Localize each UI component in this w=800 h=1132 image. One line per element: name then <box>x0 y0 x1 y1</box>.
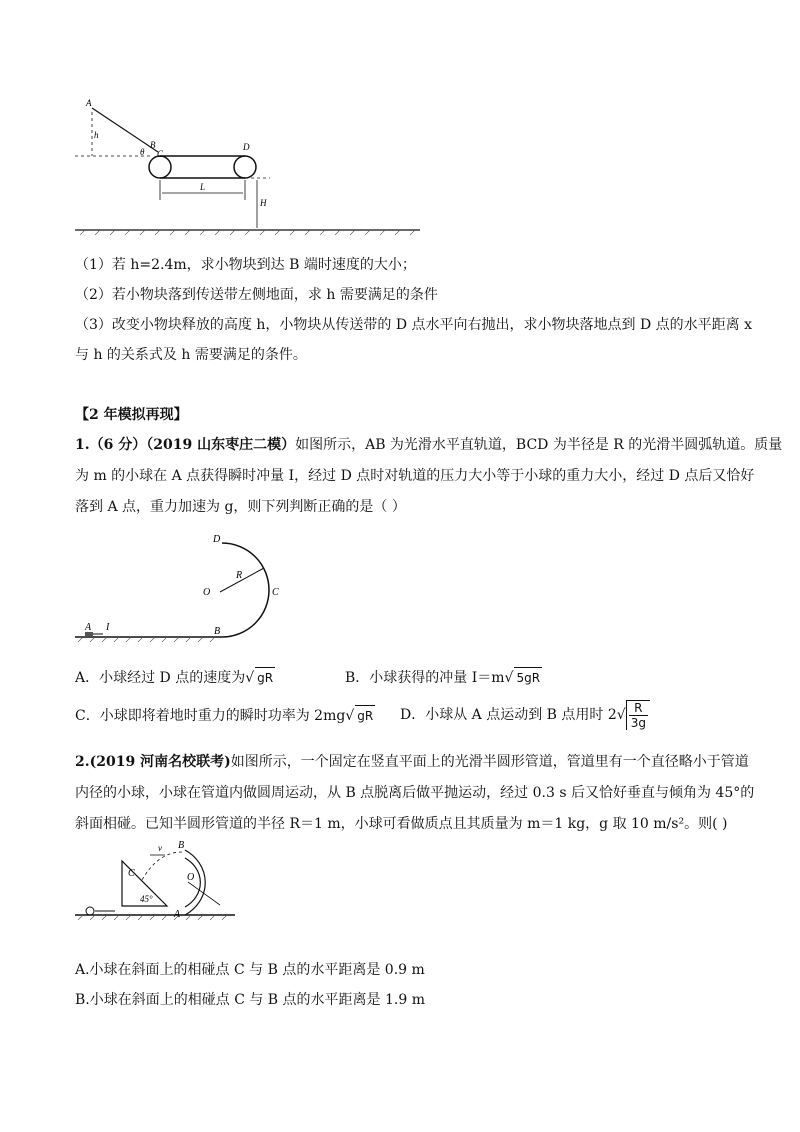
prev-part3-line2: 与 h 的关系式及 h 需要满足的条件。 <box>75 347 307 363</box>
label-L: L <box>200 182 206 192</box>
label-theta: θ <box>140 147 145 157</box>
q2-line1-text: 如图所示，一个固定在竖直平面上的光滑半圆形管道，管道里有一个直径略小于管道 <box>230 754 749 770</box>
q2-line3: 斜面相碰。已知半圆形管道的半径 R＝1 m，小球可看做质点且其质量为 m＝1 kg，g 取 10 m/s²。则( ) <box>75 816 728 832</box>
label-H: H <box>260 198 267 208</box>
q2-option-a: A.小球在斜面上的相碰点 C 与 B 点的水平距离是 0.9 m <box>75 962 425 978</box>
q1-option-c-text: C．小球即将着地时重力的瞬时功率为 2mg <box>75 708 346 724</box>
q1-option-a: A．小球经过 D 点的速度为√ gR <box>75 667 275 688</box>
label-A: A <box>174 909 181 920</box>
q1-line3: 落到 A 点，重力加速为 g，则下列判断正确的是（ ） <box>75 499 406 515</box>
q2-line2: 内径的小球，小球在管道内做圆周运动，从 B 点脱离后做平抛运动，经过 0.3 s 后又恰好垂直与倾角为 45°的 <box>75 785 755 801</box>
q1-prefix: 1.（6 分）（2019 山东枣庄二模） <box>75 437 296 453</box>
q1-option-a-text: A．小球经过 D 点的速度为 <box>75 670 246 686</box>
label-C: C <box>272 587 279 598</box>
prev-part3-line1: （3）改变小物块释放的高度 h，小物块从传送带的 D 点水平向右抛出，求小物块落地点到 D 点的水平距离 x <box>75 317 752 333</box>
label-C: C <box>157 149 164 159</box>
label-I: I <box>106 622 110 633</box>
trajectory-dashed <box>142 852 182 880</box>
q1-option-b-radicand: 5gR <box>514 667 542 688</box>
prev-part1: （1）若 h=2.4m，求小物块到达 B 端时速度的大小； <box>75 257 416 273</box>
q1-option-d-den: 3g <box>630 716 646 730</box>
q1-option-d-text: D．小球从 A 点运动到 B 点用时 2 <box>400 707 617 723</box>
label-B: B <box>178 840 185 851</box>
label-D: D <box>243 142 250 152</box>
label-B: B <box>214 626 221 637</box>
label-h: h <box>94 130 99 140</box>
label-v: v <box>158 843 162 853</box>
label-O: O <box>187 872 195 883</box>
q1-option-d: D．小球从 A 点运动到 B 点用时 2√ $\frac{R}{3g}$ <box>400 700 650 730</box>
prev-part2: （2）若小物块落到传送带左侧地面，求 h 需要满足的条件 <box>75 287 438 303</box>
label-B: B <box>150 140 156 150</box>
q2-option-b: B.小球在斜面上的相碰点 C 与 B 点的水平距离是 1.9 m <box>75 992 425 1008</box>
label-D: D <box>213 534 221 545</box>
q1-option-b: B．小球获得的冲量 I＝m√ 5gR <box>345 667 542 688</box>
label-A: A <box>86 98 92 108</box>
q1-option-c: C．小球即将着地时重力的瞬时功率为 2mg√ gR <box>75 705 375 726</box>
q1-line1-text: 如图所示，AB 为光滑水平直轨道，BCD 为半径是 R 的光滑半圆弧轨道。质量 <box>295 437 783 453</box>
q1-line2: 为 m 的小球在 A 点获得瞬时冲量 I，经过 D 点时对轨道的压力大小等于小球的重力大小，经过 D 点后又恰好 <box>75 468 755 484</box>
q2-prefix: 2.(2019 河南名校联考) <box>75 754 231 770</box>
section-title: 【2 年模拟再现】 <box>75 407 188 423</box>
label-O: O <box>203 587 211 598</box>
q1-option-b-text: B．小球获得的冲量 I＝m <box>345 670 505 686</box>
label-R: R <box>236 570 243 581</box>
q1-option-d-num: R <box>629 701 648 716</box>
q1-option-a-radicand: gR <box>255 667 275 688</box>
pipe-ball <box>86 907 94 915</box>
label-45deg: 45° <box>140 894 153 904</box>
label-C: C <box>128 868 135 879</box>
label-A: A <box>85 622 92 633</box>
q1-option-c-radicand: gR <box>355 705 375 726</box>
